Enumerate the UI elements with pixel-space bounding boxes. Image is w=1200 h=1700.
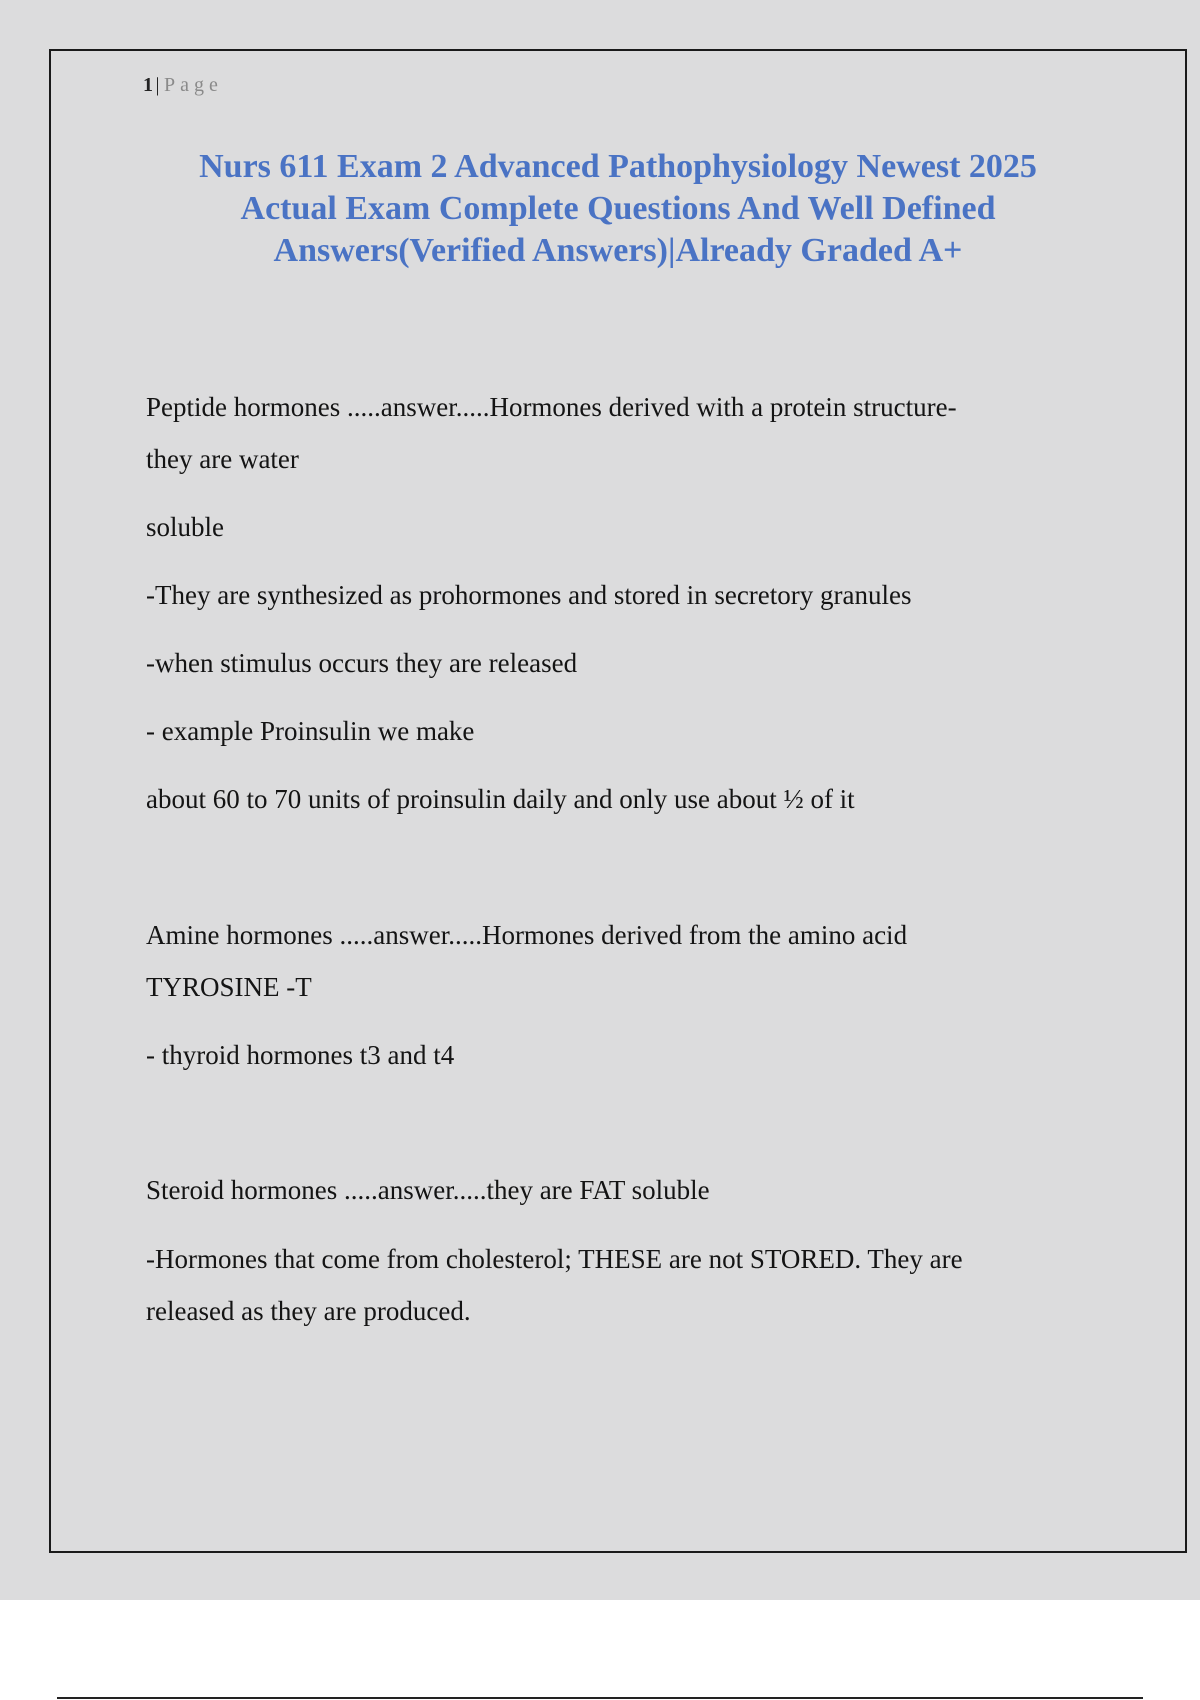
peptide-answer-line-2: they are water bbox=[146, 444, 299, 474]
steroid-answer-line-2: -Hormones that come from cholesterol; THESE are not STORED. They are bbox=[146, 1244, 963, 1274]
title-line-1: Nurs 611 Exam 2 Advanced Pathophysiology Newest 2025 bbox=[199, 148, 1037, 185]
page-separator: | bbox=[155, 74, 161, 96]
title-line-2: Actual Exam Complete Questions And Well Defined bbox=[240, 190, 996, 227]
peptide-answer-line-6: - example Proinsulin we make bbox=[146, 716, 475, 746]
title-line-3: Answers(Verified Answers)|Already Graded A+ bbox=[273, 232, 963, 269]
page-label: Page bbox=[164, 74, 223, 96]
amine-answer-line-2: TYROSINE -T bbox=[146, 972, 312, 1002]
steroid-question-line: Steroid hormones .....answer.....they are FAT soluble bbox=[146, 1175, 710, 1205]
page-number: 1 bbox=[143, 74, 154, 96]
peptide-question-line: Peptide hormones .....answer.....Hormones derived with a protein structure- bbox=[146, 392, 957, 422]
peptide-answer-line-3: soluble bbox=[146, 512, 224, 542]
peptide-answer-line-4: -They are synthesized as prohormones and stored in secretory granules bbox=[146, 580, 912, 610]
peptide-answer-line-5: -when stimulus occurs they are released bbox=[146, 648, 578, 678]
steroid-answer-line-3: released as they are produced. bbox=[146, 1296, 471, 1326]
page-header bbox=[143, 74, 223, 97]
amine-answer-line-3: - thyroid hormones t3 and t4 bbox=[146, 1040, 455, 1070]
amine-question-line: Amine hormones .....answer.....Hormones derived from the amino acid bbox=[146, 920, 908, 950]
bottom-divider bbox=[57, 1697, 1143, 1699]
peptide-answer-line-7: about 60 to 70 units of proinsulin daily and only use about ½ of it bbox=[146, 784, 855, 814]
document-title bbox=[100, 146, 1136, 272]
